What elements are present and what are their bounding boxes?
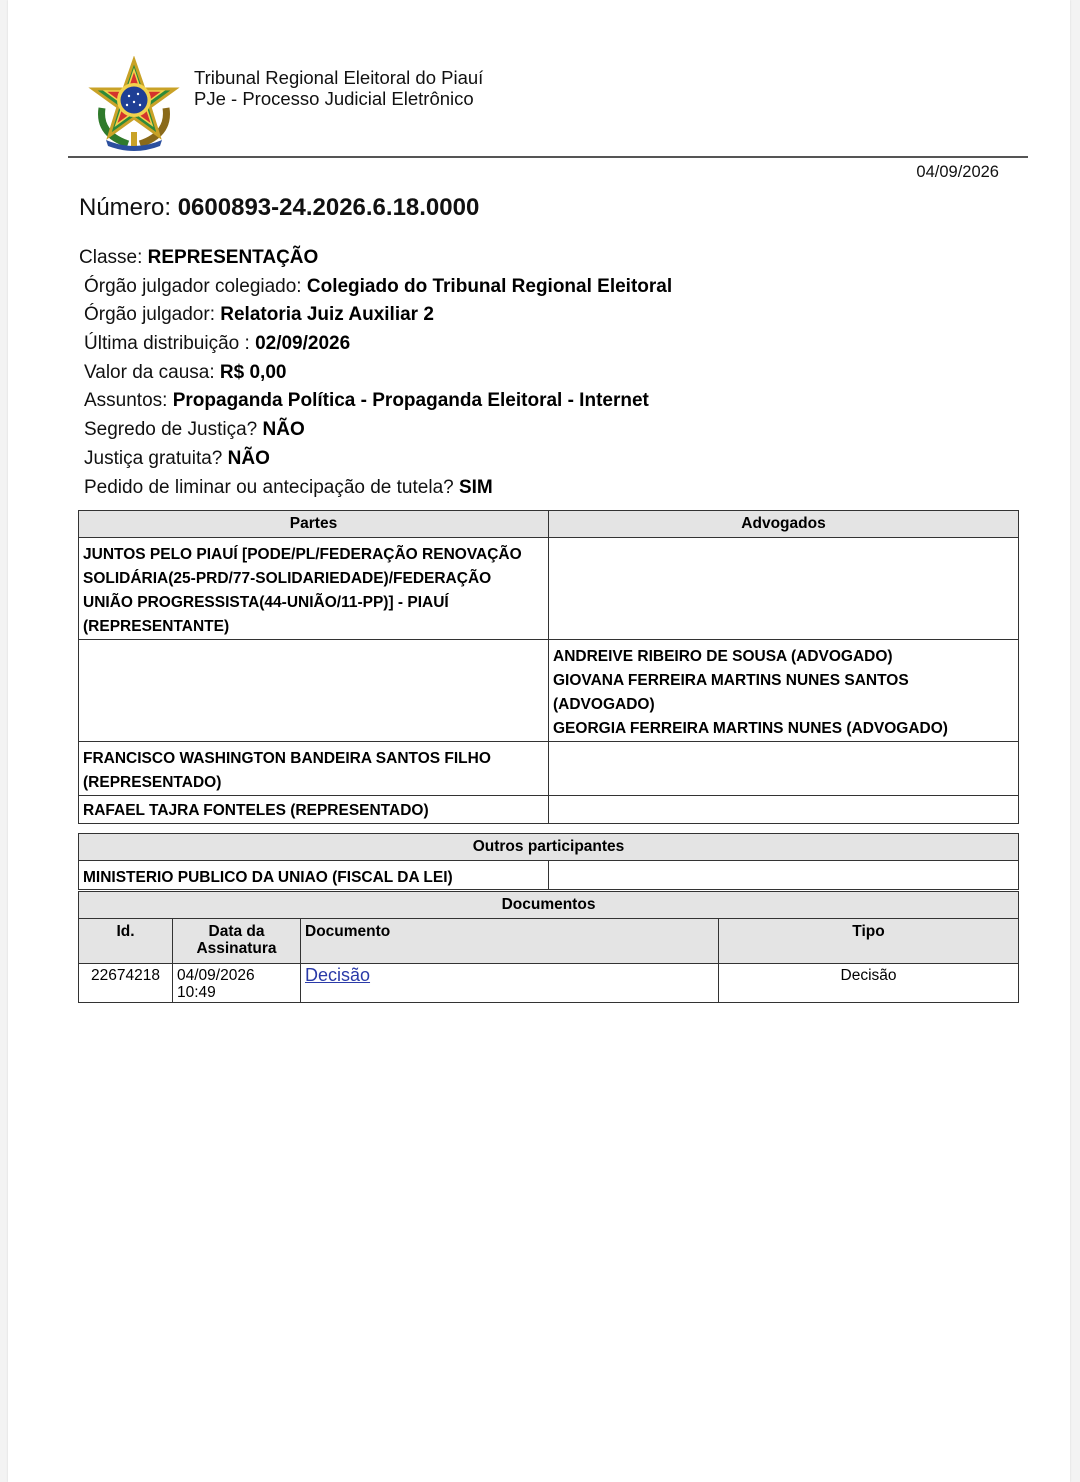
doc-data-cell [173, 964, 301, 1003]
doc-date: 04/09/2026 [177, 967, 255, 984]
header [194, 67, 483, 109]
field-justica-gratuita: Justiça gratuita? NÃO [84, 447, 270, 469]
case-fields [79, 245, 672, 503]
doc-time: 10:49 [177, 984, 216, 1001]
documento-header: Documento [301, 919, 719, 964]
brazil-coat-of-arms-icon [88, 56, 180, 152]
table-row [79, 861, 1019, 890]
parte-cell: FRANCISCO WASHINGTON BANDEIRA SANTOS FILHO (REPRESENTADO) [79, 742, 549, 796]
field-ultima-distribuicao: Última distribuição : 02/09/2026 [84, 333, 351, 355]
field-orgao-julgador: Órgão julgador: Relatoria Juiz Auxiliar 2 [84, 304, 434, 326]
field-valor-causa: Valor da causa: R$ 0,00 [84, 361, 287, 383]
documentos-header-row [79, 919, 1019, 964]
data-assinatura-header: Data da Assinatura [173, 919, 301, 964]
doc-id-cell: 22674218 [79, 964, 173, 1003]
outros-header: Outros participantes [79, 834, 1019, 861]
case-number-label: Número: [79, 194, 172, 221]
field-orgao-colegiado: Órgão julgador colegiado: Colegiado do Tribunal Regional Eleitoral [84, 275, 673, 297]
participante-cell: MINISTERIO PUBLICO DA UNIAO (FISCAL DA LEI) [79, 861, 549, 890]
court-name: Tribunal Regional Eleitoral do Piauí [194, 67, 484, 88]
partes-table [78, 510, 1019, 824]
documentos-table [78, 891, 1019, 1003]
advogados-cell [549, 796, 1019, 824]
advogado-entry: ANDREIVE RIBEIRO DE SOUSA (ADVOGADO) [553, 648, 893, 665]
field-assuntos: Assuntos: Propaganda Política - Propaganda Eleitoral - Internet [84, 390, 649, 412]
case-number-value: 0600893-24.2026.6.18.0000 [177, 194, 480, 221]
doc-documento-cell [301, 964, 719, 1003]
documento-link[interactable]: Decisão [305, 965, 371, 985]
table-row [79, 742, 1019, 796]
outros-participantes-table [78, 833, 1019, 890]
parte-cell: RAFAEL TAJRA FONTELES (REPRESENTADO) [79, 796, 549, 824]
case-number [79, 194, 479, 222]
print-date: 04/09/2026 [916, 163, 999, 181]
parte-cell [79, 640, 549, 742]
participante-extra-cell [549, 861, 1019, 890]
partes-header: Partes [79, 511, 549, 538]
advogados-cell [549, 640, 1019, 742]
advogados-cell [549, 742, 1019, 796]
table-row [79, 796, 1019, 824]
partes-header-row [79, 511, 1019, 538]
field-segredo-justica: Segredo de Justiça? NÃO [84, 419, 305, 441]
table-row [79, 640, 1019, 742]
field-classe: Classe: REPRESENTAÇÃO [79, 247, 319, 268]
id-header: Id. [79, 919, 173, 964]
doc-tipo-cell: Decisão [719, 964, 1019, 1003]
table-row [79, 964, 1019, 1003]
advogado-entry: GEORGIA FERREIRA MARTINS NUNES (ADVOGADO) [553, 720, 948, 737]
outros-header-row [79, 834, 1019, 861]
documentos-caption-row [79, 892, 1019, 919]
parte-cell: JUNTOS PELO PIAUÍ [PODE/PL/FEDERAÇÃO RENOVAÇÃO SOLIDÁRIA(25-PRD/77-SOLIDARIEDADE)/FEDERAÇÃO UNIÃO PROGRESSISTA(44-UNIÃO/11-PP)] - PIAUÍ (REPRESENTANTE) [79, 538, 549, 640]
system-name: PJe - Processo Judicial Eletrônico [194, 88, 474, 109]
header-divider [68, 156, 1028, 158]
table-row [79, 538, 1019, 640]
document-page [8, 0, 1070, 1482]
advogado-entry: GIOVANA FERREIRA MARTINS NUNES SANTOS (ADVOGADO) [553, 672, 909, 713]
advogados-cell [549, 538, 1019, 640]
documentos-caption: Documentos [79, 892, 1019, 919]
tipo-header: Tipo [719, 919, 1019, 964]
advogados-header: Advogados [549, 511, 1019, 538]
field-pedido-liminar: Pedido de liminar ou antecipação de tutela? SIM [84, 476, 493, 498]
